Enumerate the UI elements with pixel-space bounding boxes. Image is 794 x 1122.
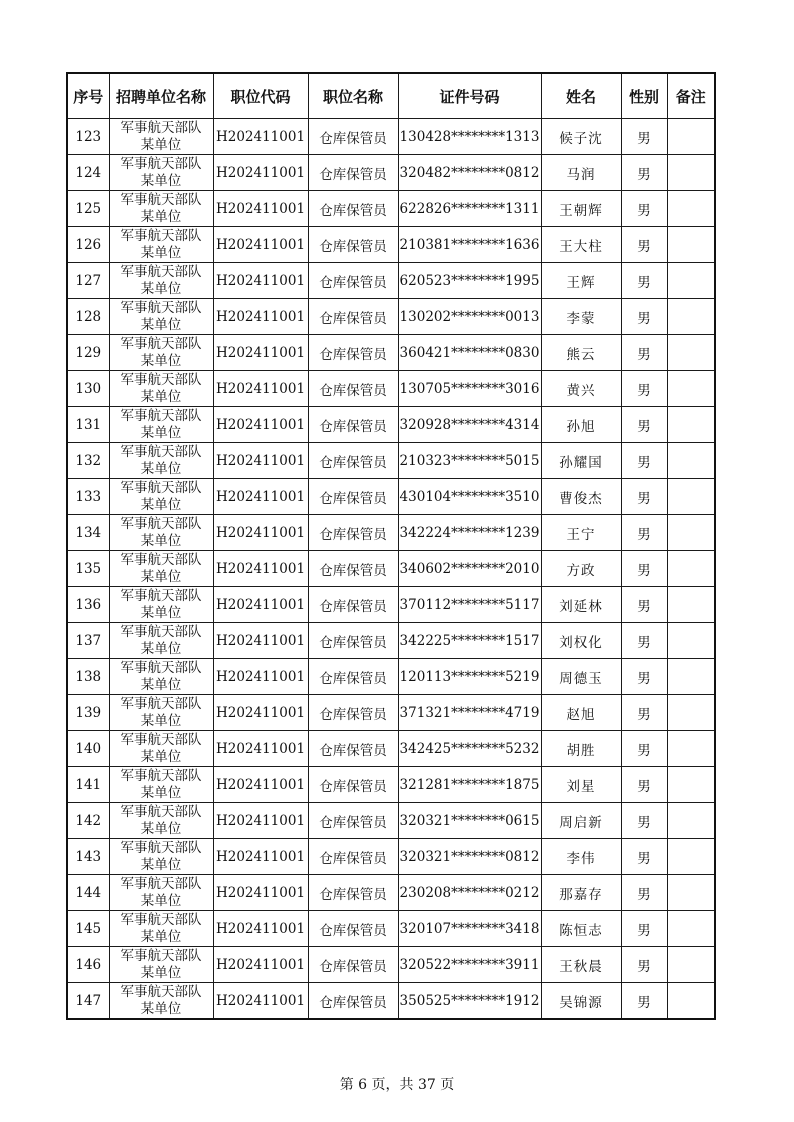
unit-name-line: 某单位 <box>140 352 182 369</box>
unit-cell <box>109 299 213 335</box>
unit-name-line: 某单位 <box>140 172 182 189</box>
unit-name-line: 某单位 <box>140 964 182 981</box>
position-cell: 仓库保管员 <box>308 263 398 299</box>
table-row <box>67 263 715 299</box>
note-cell <box>667 803 715 839</box>
header-note: 备注 <box>667 73 715 119</box>
position-cell: 仓库保管员 <box>308 551 398 587</box>
id-number-cell: 370112********5117 <box>398 587 541 623</box>
code-cell: H202411001 <box>213 515 308 551</box>
note-cell <box>667 551 715 587</box>
unit-name-line: 军事航天部队 <box>120 875 202 892</box>
gender-cell: 男 <box>621 191 667 227</box>
unit-name-line: 某单位 <box>140 424 182 441</box>
name-cell: 王辉 <box>541 263 621 299</box>
code-cell: H202411001 <box>213 767 308 803</box>
gender-cell: 男 <box>621 119 667 155</box>
name-cell: 陈恒志 <box>541 911 621 947</box>
id-number-cell: 320107********3418 <box>398 911 541 947</box>
gender-cell: 男 <box>621 335 667 371</box>
note-cell <box>667 407 715 443</box>
name-cell: 刘延林 <box>541 587 621 623</box>
code-cell: H202411001 <box>213 299 308 335</box>
unit-name-line: 军事航天部队 <box>120 299 202 316</box>
unit-name-line: 军事航天部队 <box>120 803 202 820</box>
id-number-cell: 320482********0812 <box>398 155 541 191</box>
code-cell: H202411001 <box>213 983 308 1020</box>
table-row <box>67 479 715 515</box>
unit-cell <box>109 839 213 875</box>
table-row <box>67 659 715 695</box>
seq-cell: 127 <box>67 263 109 299</box>
table-row <box>67 803 715 839</box>
gender-cell: 男 <box>621 947 667 983</box>
unit-name-line: 军事航天部队 <box>120 119 202 136</box>
position-cell: 仓库保管员 <box>308 947 398 983</box>
note-cell <box>667 587 715 623</box>
note-cell <box>667 119 715 155</box>
note-cell <box>667 443 715 479</box>
unit-name-line: 军事航天部队 <box>120 695 202 712</box>
position-cell: 仓库保管员 <box>308 479 398 515</box>
seq-cell: 132 <box>67 443 109 479</box>
table-row <box>67 623 715 659</box>
unit-cell <box>109 947 213 983</box>
id-number-cell: 130428********1313 <box>398 119 541 155</box>
seq-cell: 141 <box>67 767 109 803</box>
id-number-cell: 230208********0212 <box>398 875 541 911</box>
id-number-cell: 350525********1912 <box>398 983 541 1020</box>
position-cell: 仓库保管员 <box>308 407 398 443</box>
gender-cell: 男 <box>621 767 667 803</box>
name-cell: 吴锦源 <box>541 983 621 1020</box>
note-cell <box>667 299 715 335</box>
note-cell <box>667 659 715 695</box>
position-cell: 仓库保管员 <box>308 623 398 659</box>
seq-cell: 124 <box>67 155 109 191</box>
note-cell <box>667 335 715 371</box>
unit-name-line: 某单位 <box>140 712 182 729</box>
name-cell: 黄兴 <box>541 371 621 407</box>
position-cell: 仓库保管员 <box>308 371 398 407</box>
code-cell: H202411001 <box>213 191 308 227</box>
gender-cell: 男 <box>621 227 667 263</box>
seq-cell: 147 <box>67 983 109 1020</box>
table-row <box>67 515 715 551</box>
unit-name-line: 军事航天部队 <box>120 623 202 640</box>
unit-cell <box>109 695 213 731</box>
seq-cell: 131 <box>67 407 109 443</box>
seq-cell: 143 <box>67 839 109 875</box>
unit-name-line: 某单位 <box>140 460 182 477</box>
page-number: 第 6 页，共 37 页 <box>339 1077 455 1093</box>
unit-cell <box>109 731 213 767</box>
note-cell <box>667 371 715 407</box>
unit-cell <box>109 803 213 839</box>
header-name: 姓名 <box>541 73 621 119</box>
unit-cell <box>109 587 213 623</box>
unit-cell <box>109 371 213 407</box>
seq-cell: 123 <box>67 119 109 155</box>
note-cell <box>667 227 715 263</box>
note-cell <box>667 911 715 947</box>
unit-name-line: 军事航天部队 <box>120 407 202 424</box>
unit-name-line: 某单位 <box>140 568 182 585</box>
id-number-cell: 320321********0812 <box>398 839 541 875</box>
unit-name-line: 某单位 <box>140 604 182 621</box>
gender-cell: 男 <box>621 515 667 551</box>
unit-name-line: 某单位 <box>140 820 182 837</box>
unit-name-line: 某单位 <box>140 208 182 225</box>
unit-cell <box>109 263 213 299</box>
code-cell: H202411001 <box>213 443 308 479</box>
note-cell <box>667 479 715 515</box>
name-cell: 王大柱 <box>541 227 621 263</box>
unit-name-line: 军事航天部队 <box>120 335 202 352</box>
id-number-cell: 120113********5219 <box>398 659 541 695</box>
seq-cell: 130 <box>67 371 109 407</box>
table-row <box>67 191 715 227</box>
gender-cell: 男 <box>621 839 667 875</box>
unit-cell <box>109 155 213 191</box>
name-cell: 候子沈 <box>541 119 621 155</box>
id-number-cell: 360421********0830 <box>398 335 541 371</box>
table-row <box>67 695 715 731</box>
unit-name-line: 某单位 <box>140 748 182 765</box>
position-cell: 仓库保管员 <box>308 911 398 947</box>
code-cell: H202411001 <box>213 479 308 515</box>
position-cell: 仓库保管员 <box>308 191 398 227</box>
seq-cell: 138 <box>67 659 109 695</box>
unit-name-line: 某单位 <box>140 136 182 153</box>
seq-cell: 133 <box>67 479 109 515</box>
table-row <box>67 947 715 983</box>
id-number-cell: 320522********3911 <box>398 947 541 983</box>
code-cell: H202411001 <box>213 803 308 839</box>
name-cell: 熊云 <box>541 335 621 371</box>
name-cell: 那嘉存 <box>541 875 621 911</box>
table-row <box>67 731 715 767</box>
table-row <box>67 551 715 587</box>
code-cell: H202411001 <box>213 263 308 299</box>
name-cell: 刘星 <box>541 767 621 803</box>
unit-cell <box>109 443 213 479</box>
name-cell: 王朝辉 <box>541 191 621 227</box>
seq-cell: 145 <box>67 911 109 947</box>
name-cell: 曹俊杰 <box>541 479 621 515</box>
note-cell <box>667 839 715 875</box>
name-cell: 刘权化 <box>541 623 621 659</box>
unit-name-line: 某单位 <box>140 1000 182 1017</box>
gender-cell: 男 <box>621 263 667 299</box>
seq-cell: 146 <box>67 947 109 983</box>
unit-name-line: 军事航天部队 <box>120 983 202 1000</box>
unit-cell <box>109 767 213 803</box>
position-cell: 仓库保管员 <box>308 695 398 731</box>
unit-cell <box>109 551 213 587</box>
note-cell <box>667 191 715 227</box>
gender-cell: 男 <box>621 659 667 695</box>
unit-name-line: 军事航天部队 <box>120 371 202 388</box>
id-number-cell: 430104********3510 <box>398 479 541 515</box>
unit-name-line: 军事航天部队 <box>120 911 202 928</box>
position-cell: 仓库保管员 <box>308 659 398 695</box>
seq-cell: 134 <box>67 515 109 551</box>
code-cell: H202411001 <box>213 839 308 875</box>
unit-name-line: 军事航天部队 <box>120 479 202 496</box>
gender-cell: 男 <box>621 155 667 191</box>
seq-cell: 128 <box>67 299 109 335</box>
position-cell: 仓库保管员 <box>308 119 398 155</box>
id-number-cell: 130202********0013 <box>398 299 541 335</box>
id-number-cell: 130705********3016 <box>398 371 541 407</box>
gender-cell: 男 <box>621 983 667 1020</box>
table-row <box>67 335 715 371</box>
note-cell <box>667 875 715 911</box>
code-cell: H202411001 <box>213 335 308 371</box>
unit-name-line: 某单位 <box>140 784 182 801</box>
unit-name-line: 军事航天部队 <box>120 443 202 460</box>
table-row <box>67 371 715 407</box>
unit-name-line: 军事航天部队 <box>120 155 202 172</box>
seq-cell: 129 <box>67 335 109 371</box>
unit-name-line: 军事航天部队 <box>120 839 202 856</box>
note-cell <box>667 731 715 767</box>
name-cell: 孙耀国 <box>541 443 621 479</box>
header-id: 证件号码 <box>398 73 541 119</box>
table-row <box>67 227 715 263</box>
unit-cell <box>109 191 213 227</box>
code-cell: H202411001 <box>213 731 308 767</box>
note-cell <box>667 155 715 191</box>
position-cell: 仓库保管员 <box>308 839 398 875</box>
id-number-cell: 622826********1311 <box>398 191 541 227</box>
table-row <box>67 407 715 443</box>
table-body <box>67 119 715 1020</box>
gender-cell: 男 <box>621 695 667 731</box>
id-number-cell: 210381********1636 <box>398 227 541 263</box>
gender-cell: 男 <box>621 551 667 587</box>
gender-cell: 男 <box>621 623 667 659</box>
unit-name-line: 某单位 <box>140 856 182 873</box>
position-cell: 仓库保管员 <box>308 587 398 623</box>
unit-name-line: 某单位 <box>140 280 182 297</box>
unit-name-line: 军事航天部队 <box>120 551 202 568</box>
gender-cell: 男 <box>621 371 667 407</box>
note-cell <box>667 767 715 803</box>
unit-name-line: 某单位 <box>140 640 182 657</box>
unit-cell <box>109 119 213 155</box>
unit-name-line: 某单位 <box>140 316 182 333</box>
note-cell <box>667 515 715 551</box>
unit-cell <box>109 623 213 659</box>
table-row <box>67 983 715 1020</box>
unit-name-line: 军事航天部队 <box>120 191 202 208</box>
code-cell: H202411001 <box>213 947 308 983</box>
unit-cell <box>109 407 213 443</box>
unit-cell <box>109 659 213 695</box>
name-cell: 赵旭 <box>541 695 621 731</box>
code-cell: H202411001 <box>213 911 308 947</box>
name-cell: 王宁 <box>541 515 621 551</box>
note-cell <box>667 623 715 659</box>
seq-cell: 135 <box>67 551 109 587</box>
id-number-cell: 342225********1517 <box>398 623 541 659</box>
gender-cell: 男 <box>621 803 667 839</box>
code-cell: H202411001 <box>213 659 308 695</box>
unit-name-line: 军事航天部队 <box>120 731 202 748</box>
unit-name-line: 某单位 <box>140 532 182 549</box>
gender-cell: 男 <box>621 479 667 515</box>
header-position: 职位名称 <box>308 73 398 119</box>
name-cell: 李蒙 <box>541 299 621 335</box>
unit-name-line: 军事航天部队 <box>120 767 202 784</box>
table-row <box>67 443 715 479</box>
seq-cell: 140 <box>67 731 109 767</box>
position-cell: 仓库保管员 <box>308 515 398 551</box>
id-number-cell: 342425********5232 <box>398 731 541 767</box>
header-unit: 招聘单位名称 <box>109 73 213 119</box>
seq-cell: 126 <box>67 227 109 263</box>
position-cell: 仓库保管员 <box>308 227 398 263</box>
table-row <box>67 875 715 911</box>
unit-name-line: 军事航天部队 <box>120 947 202 964</box>
code-cell: H202411001 <box>213 371 308 407</box>
position-cell: 仓库保管员 <box>308 299 398 335</box>
unit-cell <box>109 479 213 515</box>
table-row <box>67 911 715 947</box>
table-row <box>67 119 715 155</box>
gender-cell: 男 <box>621 731 667 767</box>
note-cell <box>667 263 715 299</box>
code-cell: H202411001 <box>213 155 308 191</box>
table-row <box>67 587 715 623</box>
candidate-roster-table <box>66 72 716 1020</box>
position-cell: 仓库保管员 <box>308 983 398 1020</box>
note-cell <box>667 695 715 731</box>
unit-name-line: 某单位 <box>140 388 182 405</box>
id-number-cell: 320321********0615 <box>398 803 541 839</box>
unit-name-line: 军事航天部队 <box>120 227 202 244</box>
table-row <box>67 299 715 335</box>
table-header-row <box>67 73 715 119</box>
seq-cell: 137 <box>67 623 109 659</box>
name-cell: 孙旭 <box>541 407 621 443</box>
id-number-cell: 320928********4314 <box>398 407 541 443</box>
unit-cell <box>109 335 213 371</box>
code-cell: H202411001 <box>213 587 308 623</box>
unit-cell <box>109 983 213 1020</box>
code-cell: H202411001 <box>213 407 308 443</box>
id-number-cell: 340602********2010 <box>398 551 541 587</box>
code-cell: H202411001 <box>213 623 308 659</box>
seq-cell: 125 <box>67 191 109 227</box>
seq-cell: 139 <box>67 695 109 731</box>
code-cell: H202411001 <box>213 119 308 155</box>
note-cell <box>667 947 715 983</box>
gender-cell: 男 <box>621 443 667 479</box>
position-cell: 仓库保管员 <box>308 731 398 767</box>
position-cell: 仓库保管员 <box>308 875 398 911</box>
table-row <box>67 155 715 191</box>
gender-cell: 男 <box>621 407 667 443</box>
id-number-cell: 620523********1995 <box>398 263 541 299</box>
gender-cell: 男 <box>621 911 667 947</box>
name-cell: 周德玉 <box>541 659 621 695</box>
id-number-cell: 371321********4719 <box>398 695 541 731</box>
id-number-cell: 210323********5015 <box>398 443 541 479</box>
header-code: 职位代码 <box>213 73 308 119</box>
unit-name-line: 军事航天部队 <box>120 263 202 280</box>
gender-cell: 男 <box>621 299 667 335</box>
header-gender: 性别 <box>621 73 667 119</box>
unit-cell <box>109 515 213 551</box>
code-cell: H202411001 <box>213 695 308 731</box>
position-cell: 仓库保管员 <box>308 335 398 371</box>
seq-cell: 142 <box>67 803 109 839</box>
unit-name-line: 某单位 <box>140 892 182 909</box>
unit-cell <box>109 875 213 911</box>
position-cell: 仓库保管员 <box>308 767 398 803</box>
header-seq: 序号 <box>67 73 109 119</box>
name-cell: 周启新 <box>541 803 621 839</box>
code-cell: H202411001 <box>213 551 308 587</box>
unit-name-line: 军事航天部队 <box>120 515 202 532</box>
gender-cell: 男 <box>621 875 667 911</box>
id-number-cell: 321281********1875 <box>398 767 541 803</box>
unit-name-line: 某单位 <box>140 496 182 513</box>
note-cell <box>667 983 715 1020</box>
code-cell: H202411001 <box>213 875 308 911</box>
name-cell: 李伟 <box>541 839 621 875</box>
position-cell: 仓库保管员 <box>308 803 398 839</box>
name-cell: 马润 <box>541 155 621 191</box>
unit-name-line: 某单位 <box>140 928 182 945</box>
position-cell: 仓库保管员 <box>308 155 398 191</box>
id-number-cell: 342224********1239 <box>398 515 541 551</box>
unit-cell <box>109 227 213 263</box>
name-cell: 王秋晨 <box>541 947 621 983</box>
table-row <box>67 767 715 803</box>
unit-name-line: 军事航天部队 <box>120 587 202 604</box>
name-cell: 方政 <box>541 551 621 587</box>
seq-cell: 136 <box>67 587 109 623</box>
name-cell: 胡胜 <box>541 731 621 767</box>
table-row <box>67 839 715 875</box>
position-cell: 仓库保管员 <box>308 443 398 479</box>
unit-name-line: 某单位 <box>140 676 182 693</box>
seq-cell: 144 <box>67 875 109 911</box>
code-cell: H202411001 <box>213 227 308 263</box>
unit-name-line: 军事航天部队 <box>120 659 202 676</box>
unit-cell <box>109 911 213 947</box>
gender-cell: 男 <box>621 587 667 623</box>
unit-name-line: 某单位 <box>140 244 182 261</box>
